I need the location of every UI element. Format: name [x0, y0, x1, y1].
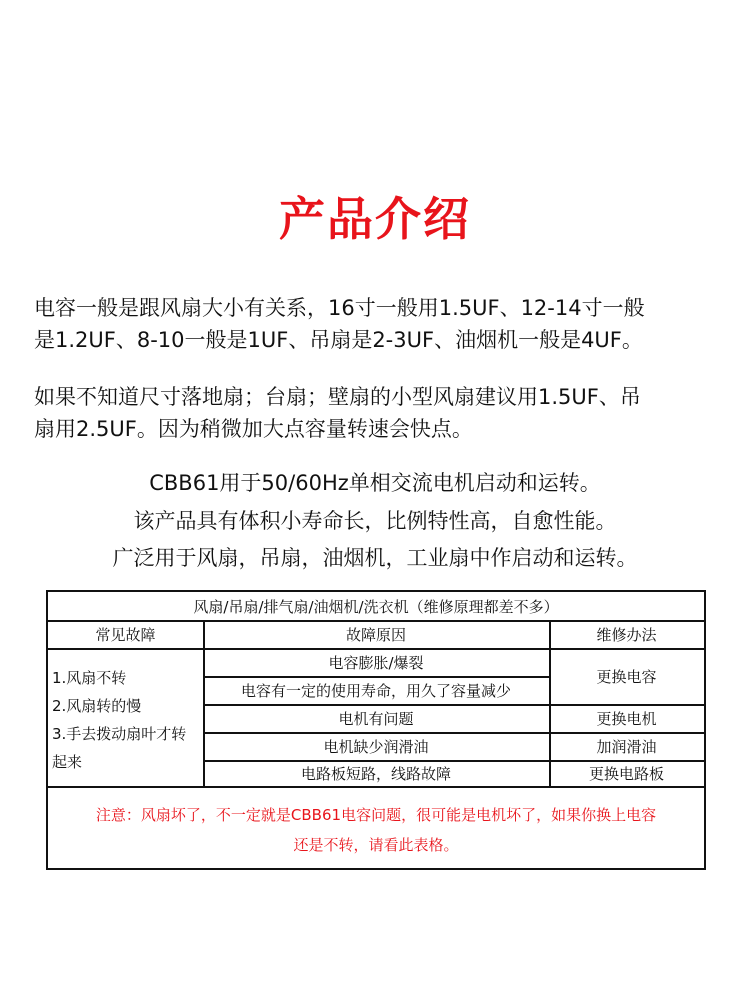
note-line: 注意：风扇坏了，不一定就是CBB61电容问题，很可能是电机坏了，如果你换上电容 — [95, 806, 657, 824]
header-symptom: 常见故障 — [95, 625, 156, 644]
paragraph-line: 如果不知道尺寸落地扇；台扇；壁扇的小型风扇建议用1.5UF、吊 — [34, 385, 641, 409]
header-cause: 故障原因 — [345, 625, 406, 644]
troubleshooting-table — [46, 590, 706, 870]
fix-cell: 加润滑油 — [596, 737, 657, 756]
page-title: 产品介绍 — [279, 192, 471, 246]
warning-note — [48, 800, 704, 860]
symptom-list — [52, 664, 202, 776]
symptom-item: 1.风扇不转 — [52, 669, 127, 687]
note-line: 还是不转，请看此表格。 — [293, 836, 459, 854]
application-line: 广泛用于风扇，吊扇，油烟机，工业扇中作启动和运转。 — [112, 546, 638, 570]
cause-cell: 电机缺少润滑油 — [323, 737, 429, 756]
paragraph-line: 是1.2UF、8-10一般是1UF、吊扇是2-3UF、油烟机一般是4UF。 — [34, 328, 643, 352]
symptom-item: 起来 — [52, 753, 83, 771]
feature-line: 该产品具有体积小寿命长，比例特性高，自愈性能。 — [133, 509, 617, 533]
table-divider — [48, 786, 704, 788]
paragraph-line: 扇用2.5UF。因为稍微加大点容量转速会快点。 — [34, 417, 473, 441]
fix-cell: 更换电容 — [596, 667, 657, 686]
header-fix: 维修办法 — [596, 625, 657, 644]
cause-cell: 电机有问题 — [338, 709, 414, 728]
symptom-item: 2.风扇转的慢 — [52, 697, 142, 715]
table-caption: 风扇/吊扇/排气扇/油烟机/洗衣机（维修原理都差不多） — [193, 597, 559, 616]
capacitor-size-paragraph — [34, 292, 724, 356]
paragraph-line: 电容一般是跟风扇大小有关系，16寸一般用1.5UF、12-14寸一般 — [34, 296, 645, 320]
fix-cell: 更换电路板 — [588, 764, 664, 783]
size-advice-paragraph — [34, 381, 724, 445]
fix-cell: 更换电机 — [596, 709, 657, 728]
cause-cell: 电容有一定的使用寿命，用久了容量减少 — [240, 681, 511, 700]
symptom-item: 3.手去拨动扇叶才转 — [52, 725, 187, 743]
cause-cell: 电容膨胀/爆裂 — [328, 653, 424, 672]
cause-cell: 电路板短路，线路故障 — [300, 764, 451, 783]
usage-line: CBB61用于50/60Hz单相交流电机启动和运转。 — [149, 471, 601, 495]
